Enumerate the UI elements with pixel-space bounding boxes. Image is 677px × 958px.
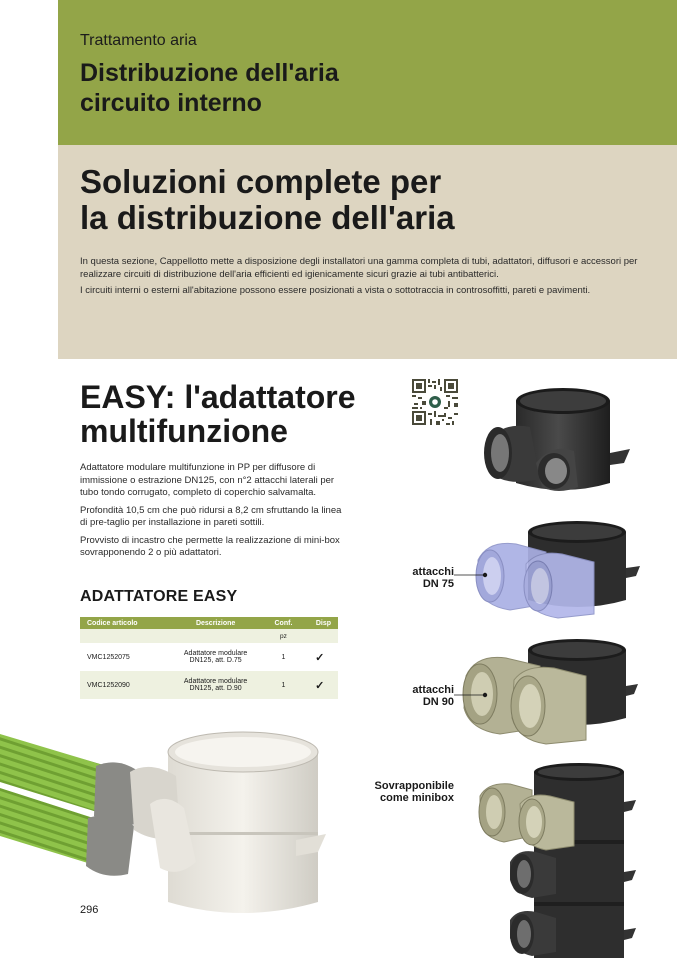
product-title-line-2: multifunzione — [80, 413, 288, 449]
description-paragraph-3: Provvisto di incastro che permette la realizzazione di mini-box sovrapponendo 2 o più adattatori. — [80, 534, 340, 558]
hero-title-line-1: Soluzioni complete per — [80, 163, 442, 200]
section-title — [80, 58, 500, 118]
description-paragraph-2: Profondità 10,5 cm che può ridursi a 8,2 cm sfruttando la linea di pre-taglio per installazione in pareti sottili. — [80, 504, 342, 528]
adapter-dn75-image — [466, 518, 642, 630]
article-code: VMC1252075 — [80, 643, 166, 671]
product-title-line-1: EASY: l'adattatore — [80, 379, 356, 415]
table-header-row — [80, 617, 338, 629]
table-unit-row — [80, 629, 338, 643]
table-row — [80, 643, 338, 671]
section-title-line-2: circuito interno — [80, 89, 262, 117]
article-code: VMC1252090 — [80, 671, 166, 699]
unit-label: pz — [265, 629, 301, 643]
qr-code-icon[interactable] — [412, 379, 458, 425]
hero-title — [80, 164, 640, 236]
availability-check-icon: ✓ — [301, 643, 338, 671]
header-disp: Disp — [301, 617, 338, 629]
article-description: Adattatore modulare DN125, att. D.90 — [166, 671, 266, 699]
product-subtitle: ADATTATORE EASY — [80, 588, 238, 605]
stacked-minibox-image — [470, 762, 640, 958]
white-adapter-with-tubes-image — [0, 712, 330, 958]
product-description — [80, 462, 342, 565]
intro-paragraph-1: In questa sezione, Cappellotto mette a disposizione degli installatori una gamma completa di tubi, adattatori, diffusori e accessori per realizzare circuiti di distribuzione dell'aria efficienti ed igienicamente sicuri grazie ai tubi antibatterici. — [80, 256, 638, 280]
header-conf: Conf. — [265, 617, 301, 629]
header-code: Codice articolo — [80, 617, 166, 629]
callout-dn90: attacchi DN 90 — [412, 684, 454, 708]
article-conf: 1 — [265, 671, 301, 699]
intro-paragraph-2: I circuiti interni o esterni all'abitazione possono essere posizionati a vista o sottotraccia in controsoffitti, pareti e pavimenti. — [80, 285, 591, 296]
header-description: Descrizione — [166, 617, 266, 629]
adapter-black-image — [478, 383, 638, 511]
article-conf: 1 — [265, 643, 301, 671]
table-row — [80, 671, 338, 699]
product-title — [80, 380, 410, 448]
availability-check-icon: ✓ — [301, 671, 338, 699]
page-number: 296 — [80, 904, 99, 916]
article-description: Adattatore modulare DN125, att. D.75 — [166, 643, 266, 671]
description-paragraph-1: Adattatore modulare multifunzione in PP per diffusore di immissione o estrazione DN125, con n°2 attacchi laterali per tubo tondo corrugato, completo di coperchio salvamalta. — [80, 462, 335, 498]
callout-dn75-pointer — [454, 570, 490, 580]
callout-stackable: Sovrapponibile come minibox — [374, 780, 454, 804]
hero-title-line-2: la distribuzione dell'aria — [80, 199, 455, 236]
section-label: Trattamento aria — [80, 32, 197, 49]
section-title-line-1: Distribuzione dell'aria — [80, 59, 339, 87]
spec-table — [80, 617, 338, 699]
callout-dn75: attacchi DN 75 — [412, 566, 454, 590]
callout-dn90-pointer — [454, 690, 490, 700]
intro-text — [80, 256, 640, 302]
